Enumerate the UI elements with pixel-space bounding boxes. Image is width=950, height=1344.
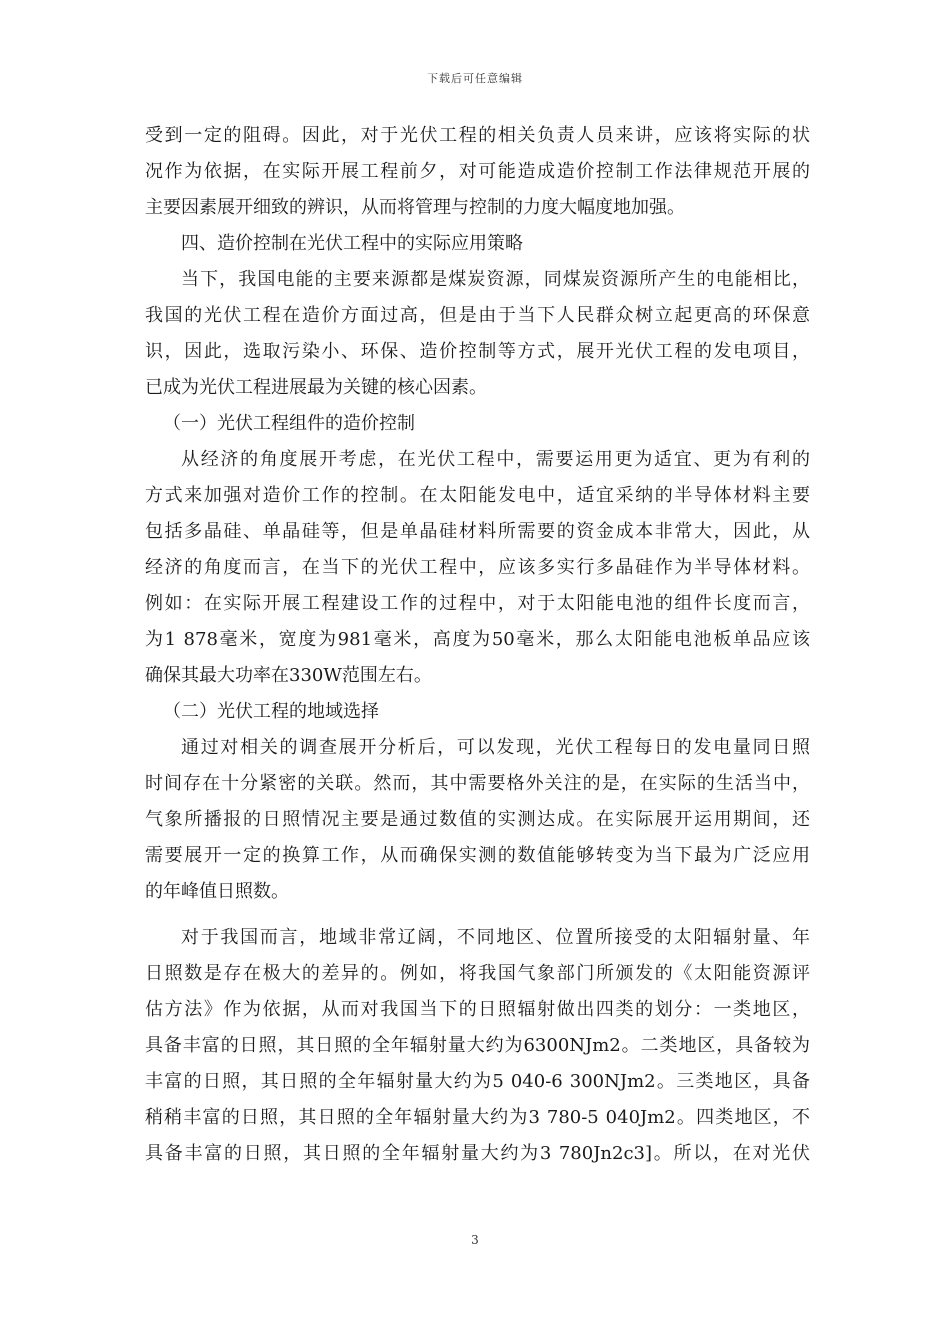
subsection-heading-1: （一）光伏工程组件的造价控制 xyxy=(163,413,415,434)
text-line: 经济的角度而言，在当下的光伏工程中，应该多实行多晶硅作为半导体材料。 xyxy=(145,557,810,578)
text-line: 已成为光伏工程进展最为关键的核心因素。 xyxy=(145,377,487,398)
text-line: 对于我国而言，地域非常辽阔，不同地区、位置所接受的太阳辐射量、年 xyxy=(181,927,810,948)
page-header: 下载后可任意编辑 xyxy=(427,72,523,85)
text-line: 具备丰富的日照，其日照的全年辐射量大约为6300NJm2。二类地区，具备较为 xyxy=(145,1035,810,1056)
text-line: 确保其最大功率在330W范围左右。 xyxy=(145,665,432,686)
subsection-heading-2: （二）光伏工程的地域选择 xyxy=(163,701,379,722)
text-line: 具备丰富的日照，其日照的全年辐射量大约为3 780Jn2c3]。所以，在对光伏 xyxy=(145,1143,810,1164)
paragraph-2 xyxy=(145,268,810,412)
text-line: 稍稍丰富的日照，其日照的全年辐射量大约为3 780-5 040Jm2。四类地区，不 xyxy=(145,1107,810,1128)
text-line: 估方法》作为依据，从而对我国当下的日照辐射做出四类的划分：一类地区， xyxy=(145,999,810,1020)
text-line: 丰富的日照，其日照的全年辐射量大约为5 040-6 300NJm2。三类地区，具备 xyxy=(145,1071,810,1092)
text-line: 需要展开一定的换算工作，从而确保实测的数值能够转变为当下最为广泛应用 xyxy=(145,845,810,866)
page-number: 3 xyxy=(471,1233,479,1247)
section-heading-4: 四、造价控制在光伏工程中的实际应用策略 xyxy=(181,233,523,254)
paragraph-4 xyxy=(145,736,810,916)
text-line: 主要因素展开细致的辨识，从而将管理与控制的力度大幅度地加强。 xyxy=(145,197,685,218)
text-line: 通过对相关的调查展开分析后，可以发现，光伏工程每日的发电量同日照 xyxy=(181,737,810,758)
text-line: 为1 878毫米，宽度为981毫米，高度为50毫米，那么太阳能电池板单品应该 xyxy=(145,629,810,650)
text-line: 受到一定的阻碍。因此，对于光伏工程的相关负责人员来讲，应该将实际的状 xyxy=(145,125,810,146)
paragraph-3 xyxy=(145,448,810,700)
text-line: 的年峰值日照数。 xyxy=(145,881,289,902)
text-line: 例如：在实际开展工程建设工作的过程中，对于太阳能电池的组件长度而言， xyxy=(145,593,810,614)
text-line: 日照数是存在极大的差异的。例如，将我国气象部门所颁发的《太阳能资源评 xyxy=(145,963,810,984)
text-line: 包括多晶硅、单晶硅等，但是单晶硅材料所需要的资金成本非常大，因此，从 xyxy=(145,521,810,542)
text-line: 当下，我国电能的主要来源都是煤炭资源，同煤炭资源所产生的电能相比， xyxy=(181,269,810,290)
text-line: 况作为依据，在实际开展工程前夕，对可能造成造价控制工作法律规范开展的 xyxy=(145,161,810,182)
text-line: 气象所播报的日照情况主要是通过数值的实测达成。在实际展开运用期间，还 xyxy=(145,809,810,830)
text-line: 我国的光伏工程在造价方面过高，但是由于当下人民群众树立起更高的环保意 xyxy=(145,305,810,326)
text-line: 识，因此，选取污染小、环保、造价控制等方式，展开光伏工程的发电项目， xyxy=(145,341,810,362)
text-line: 从经济的角度展开考虑，在光伏工程中，需要运用更为适宜、更为有利的 xyxy=(181,449,810,470)
text-line: 时间存在十分紧密的关联。然而，其中需要格外关注的是，在实际的生活当中， xyxy=(145,773,810,794)
paragraph-1 xyxy=(145,124,810,232)
text-line: 方式来加强对造价工作的控制。在太阳能发电中，适宜采纳的半导体材料主要 xyxy=(145,485,810,506)
document-body xyxy=(145,124,810,1178)
paragraph-5 xyxy=(145,926,810,1178)
